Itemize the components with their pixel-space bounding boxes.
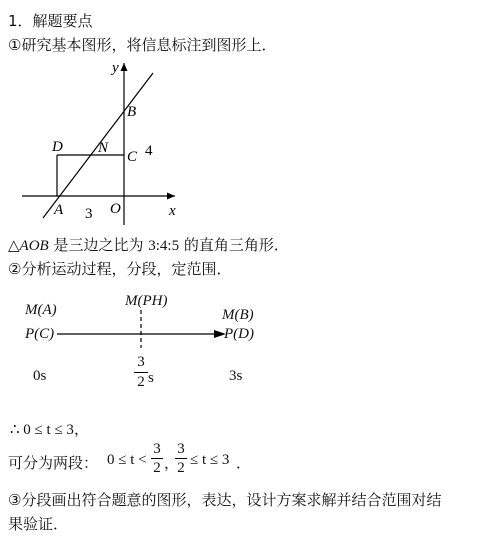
x-axis-arrow: [167, 193, 175, 200]
time-half-fraction: [134, 354, 148, 391]
origin-label: O: [110, 201, 121, 217]
segment1-denominator: 2: [153, 460, 161, 476]
y-axis-label: y: [112, 60, 119, 76]
range-line: [10, 418, 89, 439]
x-axis-label: x: [169, 203, 176, 219]
segment2-denominator: 2: [177, 460, 185, 476]
therefore-symbol: ∴: [10, 422, 20, 438]
triangle-ratio: 3:4:5: [148, 238, 180, 254]
point-n-label: N: [98, 140, 109, 156]
point-a-label: A: [54, 202, 64, 218]
label-m-b: M(B): [222, 307, 254, 323]
segment1-left: 0 ≤ t <: [107, 452, 147, 468]
segments-prefix: 可分为两段：: [8, 454, 99, 472]
fraction-denominator: 2: [137, 374, 145, 390]
time-zero: 0s: [33, 368, 47, 384]
label-m-a: M(A): [25, 302, 57, 318]
time-three: 3s: [229, 368, 243, 384]
label-p-d: P(D): [224, 326, 254, 342]
length-oc-label: 4: [145, 143, 153, 159]
label-m-ph: M(PH): [125, 293, 168, 309]
triangle-symbol: △: [8, 236, 20, 254]
step3-line2: 果验证．: [8, 515, 69, 533]
triangle-aob: AOB: [19, 238, 49, 254]
point-b-label: B: [127, 104, 137, 120]
segment2-fraction: [175, 441, 187, 476]
fraction-numerator: 3: [137, 354, 145, 370]
point-d-label: D: [52, 139, 63, 155]
y-axis-arrow: [121, 63, 128, 71]
segment1-fraction: [151, 441, 163, 476]
fraction-bar: [134, 372, 148, 373]
step2-text: ②分析运动过程，分段，定范围．: [8, 260, 232, 278]
label-p-c: P(C): [25, 326, 55, 342]
heading: 1．解题要点: [8, 12, 93, 30]
time-half-unit: s: [148, 370, 154, 386]
range-expression: 0 ≤ t ≤ 3: [23, 422, 74, 438]
length-ao-label: 3: [85, 206, 93, 222]
segment2-numerator: 3: [177, 441, 185, 457]
segment1-numerator: 3: [153, 441, 161, 457]
triangle-text2: 的直角三角形．: [179, 236, 289, 254]
segments-comma: ，: [164, 454, 180, 472]
step3-line1: ③分段画出符合题意的图形，表达，设计方案求解并结合范围对结: [8, 491, 442, 509]
step1-text: ①研究基本图形，将信息标注到图形上．: [8, 36, 277, 54]
segment2-right: ≤ t ≤ 3: [190, 452, 230, 468]
segment1-fraction-bar: [151, 458, 163, 459]
segments-end: ．: [236, 454, 252, 472]
point-c-label: C: [127, 149, 138, 165]
triangle-text1: 是三边之比为: [48, 236, 149, 254]
range-tail: ，: [73, 420, 89, 438]
segment2-fraction-bar: [175, 458, 187, 459]
triangle-note: [8, 234, 289, 255]
